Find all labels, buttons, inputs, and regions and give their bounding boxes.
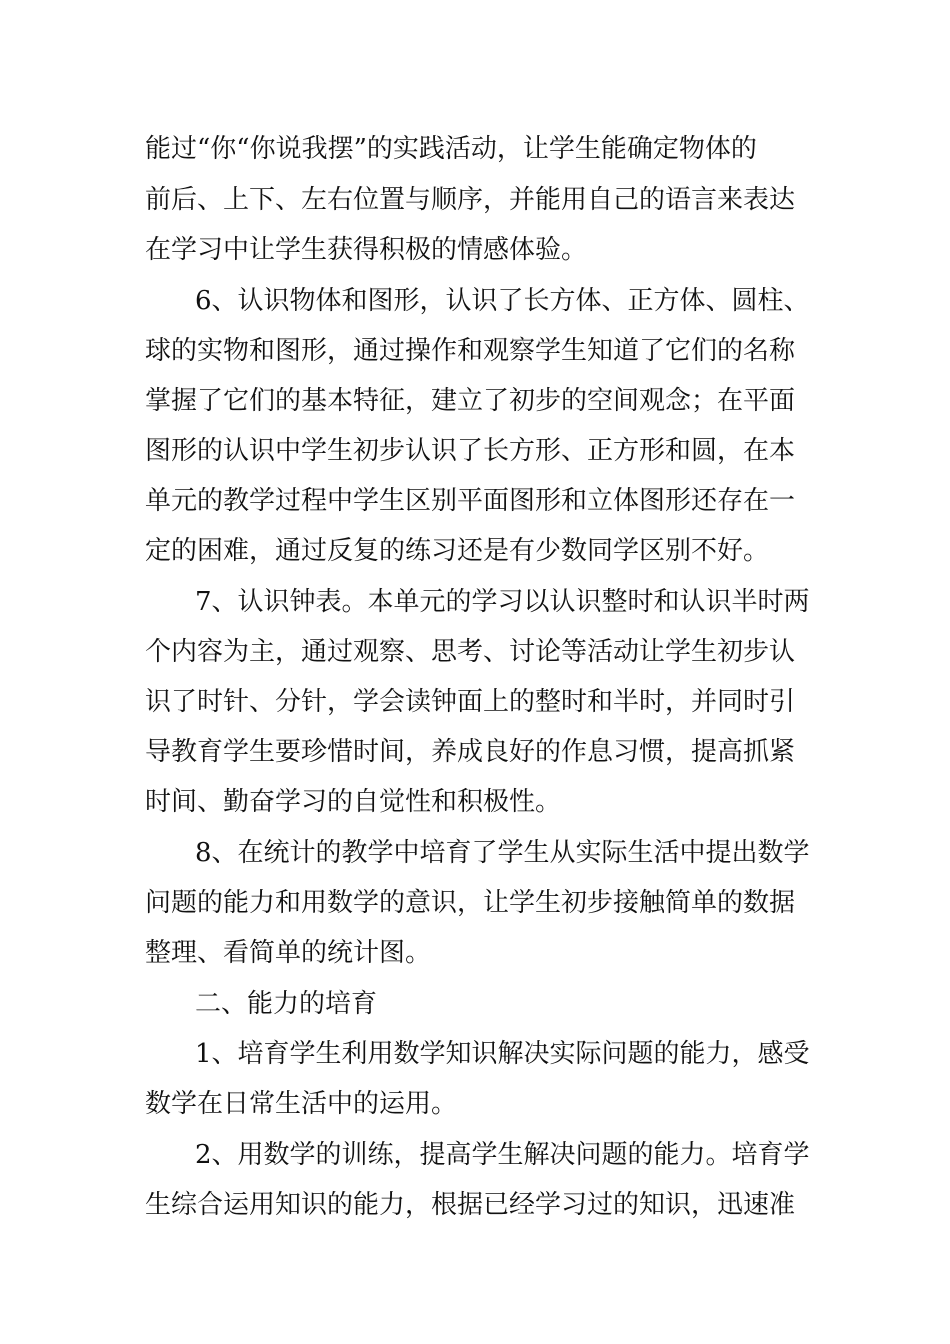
text-line: 个内容为主，通过观察、思考、讨论等活动让学生初步认 <box>145 637 796 667</box>
text-line: 图形的认识中学生初步认识了长方形、正方形和圆，在本 <box>145 436 796 466</box>
text-line: 7、认识钟表。本单元的学习以认识整时和认识半时两 <box>195 587 810 617</box>
text-line: 数学在日常生活中的运用。 <box>145 1089 458 1119</box>
text-line: 前后、上下、左右位置与顺序，并能用自己的语言来表达 <box>145 185 796 215</box>
text-line: 生综合运用知识的能力，根据已经学习过的知识，迅速准 <box>145 1190 796 1220</box>
text-line: 球的实物和图形，通过操作和观察学生知道了它们的名称 <box>145 336 796 366</box>
text-line: 定的困难，通过反复的练习还是有少数同学区别不好。 <box>145 536 770 566</box>
text-line: 在学习中让学生获得积极的情感体验。 <box>145 235 588 265</box>
section-heading: 二、能力的培育 <box>195 989 378 1019</box>
text-line: 问题的能力和用数学的意识，让学生初步接触简单的数据 <box>145 888 796 918</box>
text-line: 单元的教学过程中学生区别平面图形和立体图形还存在一 <box>145 486 796 516</box>
text-line: 整理、看简单的统计图。 <box>145 938 432 968</box>
text-line: 1、培育学生利用数学知识解决实际问题的能力，感受 <box>195 1039 810 1069</box>
text-line: 识了时针、分针，学会读钟面上的整时和半时，并同时引 <box>145 687 796 717</box>
text-line: 能过“你“你说我摆”的实践活动，让学生能确定物体的 <box>145 134 757 164</box>
text-line: 掌握了它们的基本特征，建立了初步的空间观念；在平面 <box>145 386 796 416</box>
text-line: 8、在统计的教学中培育了学生从实际生活中提出数学 <box>195 838 810 868</box>
text-line: 2、用数学的训练，提高学生解决问题的能力。培育学 <box>195 1140 810 1170</box>
text-line: 6、认识物体和图形，认识了长方体、正方体、圆柱、 <box>195 286 810 316</box>
text-line: 时间、勤奋学习的自觉性和积极性。 <box>145 787 562 817</box>
text-line: 导教育学生要珍惜时间，养成良好的作息习惯，提高抓紧 <box>145 737 796 767</box>
